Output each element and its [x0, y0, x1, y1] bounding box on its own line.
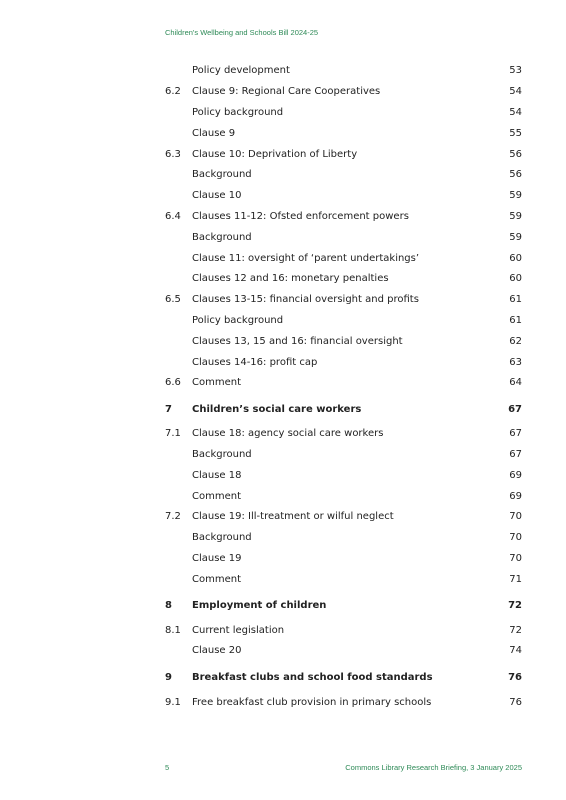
toc-page-number: 55: [509, 128, 522, 139]
toc-section-number: 7: [165, 404, 172, 415]
toc-entry-title: Comment: [192, 574, 241, 585]
toc-entry-title: Clause 10: Deprivation of Liberty: [192, 149, 358, 160]
toc-entry-row[interactable]: [0, 127, 566, 141]
toc-entry-title: Policy background: [192, 107, 284, 118]
toc-entry-title: Clause 9: Regional Care Cooperatives: [192, 86, 381, 97]
toc-section-number: 7.1: [165, 428, 181, 439]
toc-entry-title: Background: [192, 232, 252, 243]
toc-entry-title: Clauses 14-16: profit cap: [192, 357, 318, 368]
toc-entry-row[interactable]: [0, 644, 566, 658]
toc-entry-row[interactable]: [0, 573, 566, 587]
toc-entry-row[interactable]: [0, 252, 566, 266]
toc-entry-row[interactable]: [0, 272, 566, 286]
toc-entry-title: Clauses 13, 15 and 16: financial oversight: [192, 336, 403, 347]
toc-page-number: 70: [509, 511, 522, 522]
toc-page-number: 72: [508, 600, 522, 611]
toc-page-number: 67: [509, 449, 522, 460]
toc-entry-row[interactable]: [0, 448, 566, 462]
toc-entry-row[interactable]: [0, 314, 566, 328]
toc-entry-title: Current legislation: [192, 625, 285, 636]
toc-page-number: 63: [509, 357, 522, 368]
toc-entry-row[interactable]: [0, 148, 566, 162]
toc-entry-row[interactable]: [0, 552, 566, 566]
toc-section-number: 9: [165, 672, 172, 683]
toc-entry-title: Clause 11: oversight of ‘parent undertakings’: [192, 253, 420, 264]
toc-entry-title: Breakfast clubs and school food standards: [192, 672, 433, 683]
toc-page-number: 74: [509, 645, 522, 656]
running-header: Children's Wellbeing and Schools Bill 2024-25: [165, 28, 319, 37]
footer-page-number: 5: [165, 763, 170, 772]
toc-entry-title: Employment of children: [192, 600, 327, 611]
toc-entry-title: Clauses 12 and 16: monetary penalties: [192, 273, 389, 284]
toc-entry-row[interactable]: [0, 696, 566, 710]
toc-section-number: 6.3: [165, 149, 181, 160]
toc-page-number: 76: [509, 697, 522, 708]
toc-entry-title: Clause 20: [192, 645, 242, 656]
toc-page-number: 62: [509, 336, 522, 347]
toc-entry-row[interactable]: [0, 510, 566, 524]
toc-entry-row[interactable]: [0, 427, 566, 441]
toc-entry-title: Clause 18: agency social care workers: [192, 428, 384, 439]
toc-page-number: 61: [509, 315, 522, 326]
toc-section-number: 6.4: [165, 211, 181, 222]
toc-page-number: 59: [509, 190, 522, 201]
toc-section-number: 7.2: [165, 511, 181, 522]
toc-page-number: 69: [509, 470, 522, 481]
toc-entry-row[interactable]: [0, 469, 566, 483]
toc-entry-row[interactable]: [0, 64, 566, 78]
toc-entry-row[interactable]: [0, 624, 566, 638]
toc-page-number: 54: [509, 86, 522, 97]
toc-entry-row[interactable]: [0, 85, 566, 99]
toc-page-number: 70: [509, 553, 522, 564]
toc-entry-title: Clause 18: [192, 470, 242, 481]
toc-entry-row[interactable]: [0, 356, 566, 370]
toc-entry-title: Comment: [192, 377, 241, 388]
toc-section-number: 6.2: [165, 86, 181, 97]
toc-entry-title: Policy development: [192, 65, 290, 76]
toc-page-number: 53: [509, 65, 522, 76]
toc-entry-title: Clause 19: [192, 553, 242, 564]
toc-section-number: 6.6: [165, 377, 181, 388]
toc-entry-title: Background: [192, 532, 252, 543]
toc-section-number: 8: [165, 600, 172, 611]
toc-page-number: 67: [508, 404, 522, 415]
toc-page-number: 64: [509, 377, 522, 388]
toc-chapter-row[interactable]: [0, 671, 566, 685]
toc-entry-row[interactable]: [0, 189, 566, 203]
toc-entry-title: Background: [192, 449, 252, 460]
toc-chapter-row[interactable]: [0, 403, 566, 417]
toc-page-number: 70: [509, 532, 522, 543]
toc-entry-row[interactable]: [0, 210, 566, 224]
toc-entry-row[interactable]: [0, 531, 566, 545]
toc-section-number: 6.5: [165, 294, 181, 305]
toc-page-number: 61: [509, 294, 522, 305]
toc-page-number: 67: [509, 428, 522, 439]
toc-entry-title: Free breakfast club provision in primary schools: [192, 697, 432, 708]
toc-entry-row[interactable]: [0, 490, 566, 504]
toc-page-number: 59: [509, 211, 522, 222]
toc-entry-title: Clause 10: [192, 190, 242, 201]
toc-entry-title: Background: [192, 169, 252, 180]
toc-entry-row[interactable]: [0, 106, 566, 120]
toc-section-number: 9.1: [165, 697, 181, 708]
toc-page-number: 72: [509, 625, 522, 636]
toc-entry-title: Comment: [192, 491, 241, 502]
toc-entry-row[interactable]: [0, 376, 566, 390]
toc-page-number: 76: [508, 672, 522, 683]
toc-entry-title: Clause 9: [192, 128, 236, 139]
toc-section-number: 8.1: [165, 625, 181, 636]
toc-page-number: 59: [509, 232, 522, 243]
toc-page-number: 60: [509, 273, 522, 284]
toc-page-number: 56: [509, 149, 522, 160]
toc-page-number: 71: [509, 574, 522, 585]
toc-entry-title: Clauses 13-15: financial oversight and profits: [192, 294, 419, 305]
toc-entry-title: Children’s social care workers: [192, 404, 362, 415]
toc-entry-title: Clauses 11-12: Ofsted enforcement powers: [192, 211, 409, 222]
toc-entry-row[interactable]: [0, 231, 566, 245]
toc-entry-title: Clause 19: Ill-treatment or wilful neglect: [192, 511, 394, 522]
toc-entry-row[interactable]: [0, 293, 566, 307]
toc-entry-row[interactable]: [0, 168, 566, 182]
toc-page-number: 56: [509, 169, 522, 180]
toc-page-number: 54: [509, 107, 522, 118]
toc-chapter-row[interactable]: [0, 599, 566, 613]
toc-page-number: 69: [509, 491, 522, 502]
footer-briefing-info: Commons Library Research Briefing, 3 January 2025: [345, 763, 522, 772]
toc-page-number: 60: [509, 253, 522, 264]
toc-entry-row[interactable]: [0, 335, 566, 349]
toc-entry-title: Policy background: [192, 315, 284, 326]
